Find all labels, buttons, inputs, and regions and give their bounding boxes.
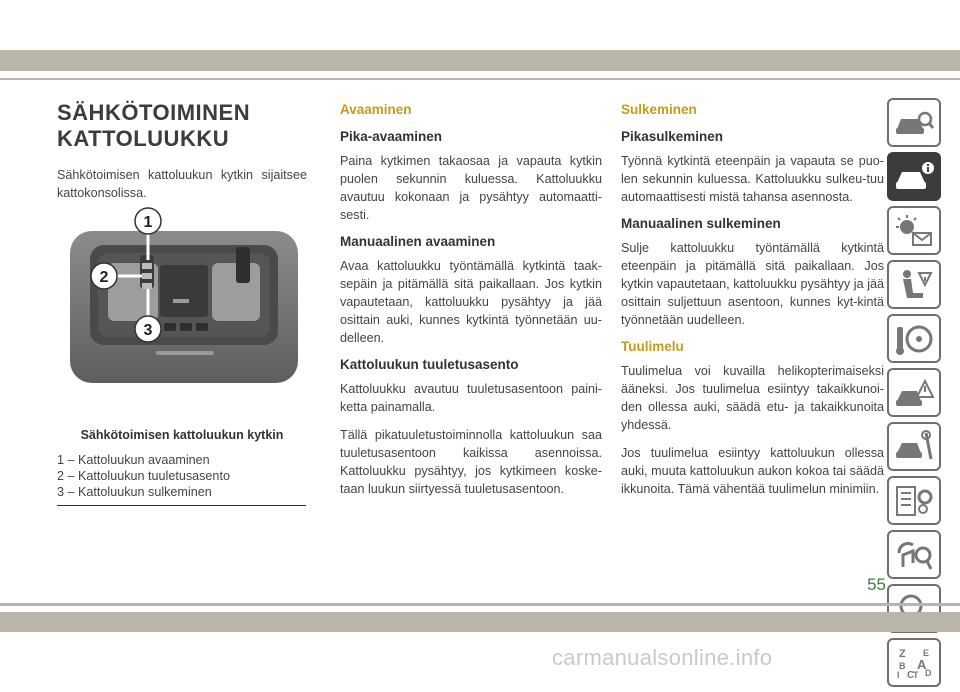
section-heading-wind-noise: Tuulimelu xyxy=(621,339,684,354)
car-search-icon xyxy=(893,105,935,141)
legend-item: 2 – Kattoluukun tuuletusasento xyxy=(57,469,230,483)
roadside-warning-icon xyxy=(893,375,935,411)
callout-3: 3 xyxy=(143,322,153,339)
subheading-vent-position: Kattoluukun tuuletusasento xyxy=(340,357,519,372)
multimedia-icon xyxy=(893,537,935,573)
legend-rule xyxy=(57,505,306,506)
sunroof-switch-figure xyxy=(68,205,300,393)
watermark: carmanualsonline.info xyxy=(552,645,773,670)
maintenance-schedule-icon xyxy=(893,483,935,519)
tab-alphabet-index[interactable] xyxy=(887,638,941,687)
index-letter: Z xyxy=(899,647,906,660)
tab-car-service[interactable] xyxy=(887,422,941,471)
index-letter: C xyxy=(907,669,915,681)
tab-warning-lights[interactable] xyxy=(887,206,941,255)
subheading-manual-close: Manuaalinen sulkeminen xyxy=(621,216,781,231)
subheading-quick-close: Pikasulkeminen xyxy=(621,129,724,144)
subheading-manual-open: Manuaalinen avaaminen xyxy=(340,234,496,249)
column-middle xyxy=(340,96,602,508)
paragraph-quick-close: Työnnä kytkintä eteenpäin ja vapauta se puo-len sekunnin kuluessa. Kattoluukku sulkeu-tuu automaattisesti mistä tahansa asennosta. xyxy=(621,154,884,204)
section-heading-opening: Avaaminen xyxy=(340,102,412,117)
tab-car-search[interactable] xyxy=(887,98,941,147)
paragraph-quick-open: Paina kytkimen takaosaa ja vapauta kytkin puolen sekunnin kuluessa. Kattoluukku avautuu kokonaan ja pysähtyy automaatti-sesti. xyxy=(340,154,602,222)
tab-steering-key[interactable] xyxy=(887,314,941,363)
index-letter: B xyxy=(899,660,906,671)
tab-multimedia[interactable] xyxy=(887,530,941,579)
callout-2: 2 xyxy=(99,269,109,286)
tab-roadside-warning[interactable] xyxy=(887,368,941,417)
paragraph-wind-noise-2: Jos tuulimelua esiintyy kattoluukun ollessa auki, muuta kattoluukun aukon kokoa tai säädä ikkunoita. Tämä vähentää tuulimelun minimiin. xyxy=(621,446,884,496)
index-letter: D xyxy=(925,667,932,678)
car-service-icon xyxy=(893,429,935,465)
figure-legend xyxy=(57,452,307,500)
page-number: 55 xyxy=(867,575,886,594)
footer-band xyxy=(0,612,960,632)
figure-caption: Sähkötoimisen kattoluukun kytkin xyxy=(80,428,284,442)
index-letter: E xyxy=(923,647,930,658)
page-title xyxy=(57,100,307,152)
tab-car-info[interactable] xyxy=(887,152,941,201)
airbag-seat-icon xyxy=(893,267,935,303)
column-right xyxy=(621,96,884,508)
legend-item: 1 – Kattoluukun avaaminen xyxy=(57,453,210,467)
column-left xyxy=(57,96,307,212)
intro-paragraph: Sähkötoimisen kattoluukun kytkin sijaitsee kattokonsolissa. xyxy=(57,168,307,200)
alphabet-index-icon xyxy=(893,645,935,681)
page-title-line2: KATTOLUUKKU xyxy=(57,126,230,151)
header-rule xyxy=(0,78,960,80)
paragraph-vent-1: Kattoluukku avautuu tuuletusasentoon paini-ketta painamalla. xyxy=(340,382,602,414)
car-info-icon xyxy=(893,159,935,195)
index-letter: I xyxy=(897,669,900,680)
header-band xyxy=(0,50,960,71)
overhead-console-illustration xyxy=(68,205,300,393)
footer-rule xyxy=(0,603,960,606)
legend-item: 3 – Kattoluukun sulkeminen xyxy=(57,485,212,499)
paragraph-manual-open: Avaa kattoluukku työntämällä kytkintä taak-sepäin ja pitämällä sitä paikallaan. Jos kytkin vapautetaan, kattoluukku pysähtyy ja jää osittain auki, kunnes kytkintä työnnetään uu-delleen. xyxy=(340,259,602,345)
callout-1: 1 xyxy=(143,214,153,231)
paragraph-manual-close: Sulje kattoluukku työntämällä kytkintä eteenpäin ja pitämällä sitä paikallaan. Jos kytkin vapautetaan, kattoluukku pysähtyy ja jää osittain suljettuun asentoon, kunnes kyt-kintä työnnetään uudelleen. xyxy=(621,241,884,327)
subheading-quick-open: Pika-avaaminen xyxy=(340,129,443,144)
tab-airbag-seat[interactable] xyxy=(887,260,941,309)
index-letter: T xyxy=(913,669,919,680)
steering-key-icon xyxy=(893,321,935,357)
tab-maintenance-schedule[interactable] xyxy=(887,476,941,525)
paragraph-wind-noise-1: Tuulimelua voi kuvailla helikopterimaiseksi ääneksi. Jos tuulimelua esiintyy takaikkunoi-den ollessa auki, säädä etu- ja takaikkunoita yhdessä. xyxy=(621,364,884,432)
paragraph-vent-2: Tällä pikatuuletustoiminnolla kattoluukun saa tuuletusasentoon kaikissa asennoissa. Kattoluukku pysähtyy, jos kytkimeen koske-taan luukun siirtyessä tuuletusasentoon. xyxy=(340,428,602,496)
section-heading-closing: Sulkeminen xyxy=(621,102,697,117)
page-title-line1: SÄHKÖTOIMINEN xyxy=(57,100,251,125)
index-letter: A xyxy=(917,656,927,672)
warning-lights-icon xyxy=(893,213,935,249)
